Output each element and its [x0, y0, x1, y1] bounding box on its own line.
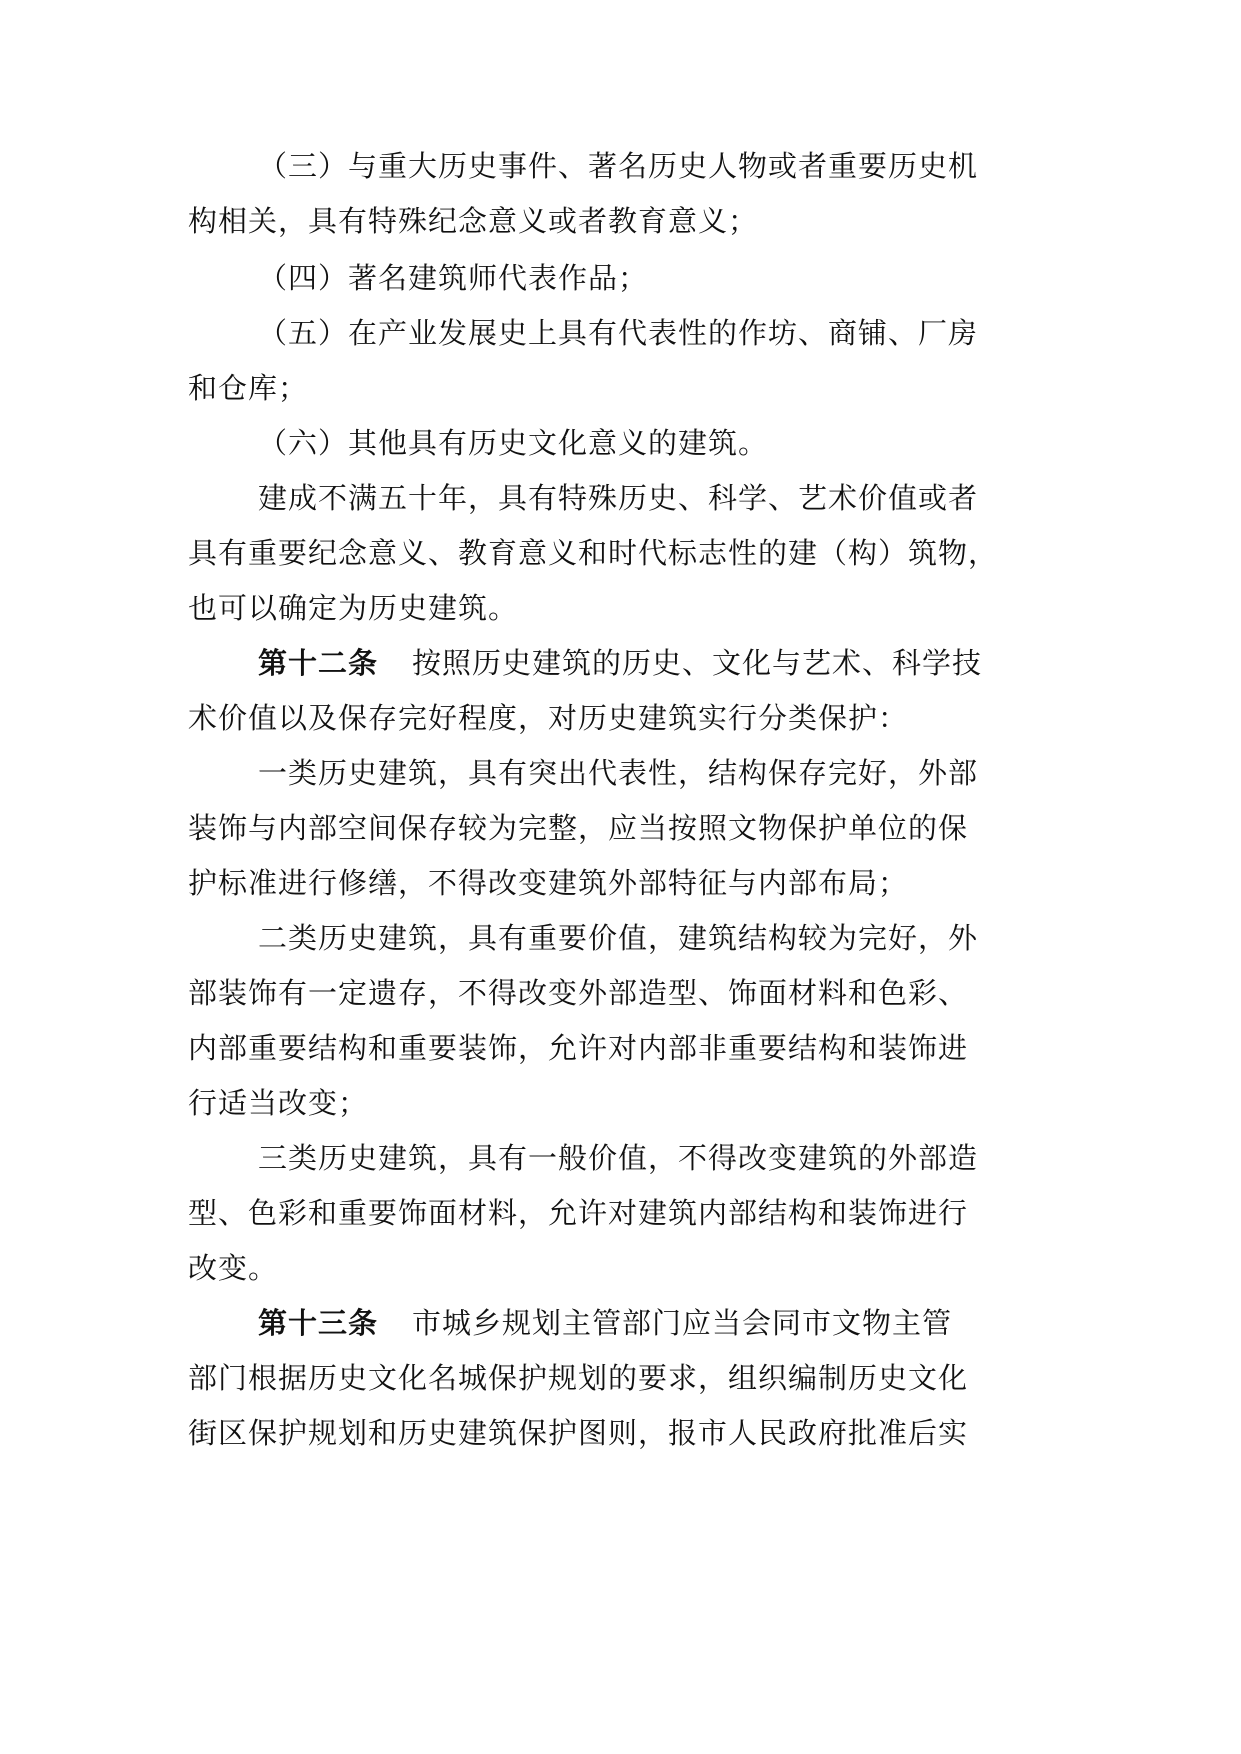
text-line: 内部重要结构和重要装饰，允许对内部非重要结构和装饰进	[188, 1031, 969, 1065]
text-line: 二类历史建筑，具有重要价值，建筑结构较为完好，外	[258, 921, 979, 955]
text-line: 行适当改变；	[188, 1086, 369, 1120]
article-number: 第十二条	[258, 646, 379, 680]
text-line: 部门根据历史文化名城保护规划的要求，组织编制历史文化	[188, 1361, 969, 1395]
text-line: 和仓库；	[188, 371, 309, 405]
text-line: （三）与重大历史事件、著名历史人物或者重要历史机	[258, 149, 979, 183]
article-line	[258, 643, 982, 683]
text-line: 型、色彩和重要饰面材料，允许对建筑内部结构和装饰进行	[188, 1196, 969, 1230]
text-line: 市城乡规划主管部门应当会同市文物主管	[412, 1306, 953, 1340]
text-line: 构相关，具有特殊纪念意义或者教育意义；	[188, 204, 759, 238]
text-line: 也可以确定为历史建筑。	[188, 591, 519, 625]
text-line: 街区保护规划和历史建筑保护图则，报市人民政府批准后实	[188, 1416, 969, 1450]
text-line: 具有重要纪念意义、教育意义和时代标志性的建（构）筑物，	[188, 536, 999, 570]
article-number: 第十三条	[258, 1306, 379, 1340]
text-line: （四）著名建筑师代表作品；	[258, 261, 649, 295]
text-line: （五）在产业发展史上具有代表性的作坊、商铺、厂房	[258, 316, 979, 350]
text-line: 改变。	[188, 1251, 279, 1285]
text-line: 建成不满五十年，具有特殊历史、科学、艺术价值或者	[258, 481, 979, 515]
text-line: 三类历史建筑，具有一般价值，不得改变建筑的外部造	[258, 1141, 979, 1175]
text-line: 按照历史建筑的历史、文化与艺术、科学技	[412, 646, 983, 680]
text-line: 护标准进行修缮，不得改变建筑外部特征与内部布局；	[188, 866, 909, 900]
text-line: （六）其他具有历史文化意义的建筑。	[258, 426, 769, 460]
text-line: 一类历史建筑，具有突出代表性，结构保存完好，外部	[258, 756, 979, 790]
text-line: 装饰与内部空间保存较为完整，应当按照文物保护单位的保	[188, 811, 969, 845]
article-line	[258, 1303, 952, 1343]
text-line: 术价值以及保存完好程度，对历史建筑实行分类保护：	[188, 701, 909, 735]
text-line: 部装饰有一定遗存，不得改变外部造型、饰面材料和色彩、	[188, 976, 969, 1010]
